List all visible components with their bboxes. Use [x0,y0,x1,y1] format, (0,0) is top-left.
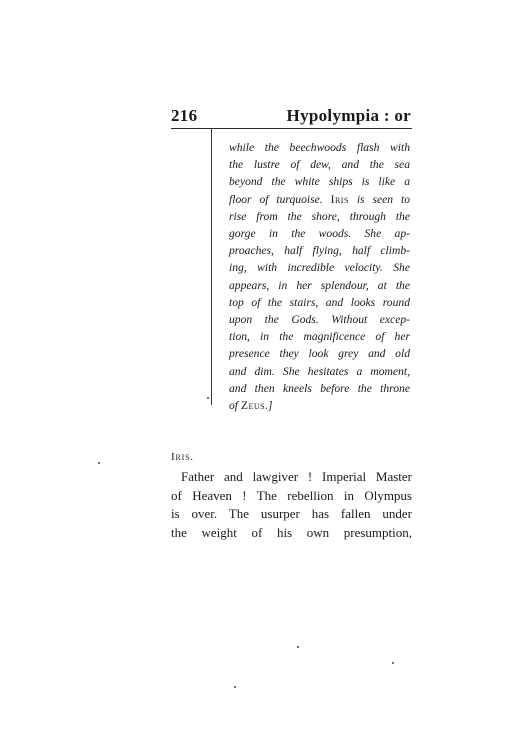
speech-text [171,468,412,542]
stage-direction-rule [211,129,212,405]
stage-direction-line: tion, in the magnificence of her [229,330,410,344]
paper-speck [392,662,394,664]
character-name: Zeus [240,399,266,413]
stage-direction-line: and dim. She hesitates a moment, [229,364,410,378]
paper-speck [98,462,100,464]
stage-direction-line: gorge in the woods. She ap- [229,227,410,241]
stage-direction-line: and then kneels before the throne [229,381,410,395]
stage-direction-line: presence they look grey and old [229,347,410,361]
header-rule [171,128,412,129]
stage-direction-line: the lustre of dew, and the sea [229,158,410,172]
speech-line: the weight of his own presumption, [171,524,412,540]
stage-direction-line: ing, with incredible velocity. She [229,261,410,275]
paper-speck [207,397,209,399]
page-number: 216 [171,106,198,125]
speech-line: Father and lawgiver ! Imperial Master [181,469,412,484]
stage-direction-line: beyond the white ships is like a [229,175,410,189]
paper-speck [234,686,236,688]
character-name: Iris [330,192,349,206]
stage-direction-line: top of the stairs, and looks round [229,295,410,309]
stage-direction-line: upon the Gods. Without excep- [229,313,410,327]
stage-direction-line: proaches, half flying, half climb- [229,244,410,258]
stage-direction [229,139,410,414]
running-head: Hypolympia : or [286,106,411,125]
speaker-name: Iris. [171,451,194,463]
speech-line: is over. The usurper has fallen under [171,506,412,522]
speech-line: of Heaven ! The rebellion in Olympus [171,487,412,503]
stage-direction-line: while the beechwoods flash with [229,141,410,154]
page-header [171,106,411,130]
stage-direction-line: rise from the shore, through the [229,209,410,223]
paper-speck [297,646,299,648]
stage-direction-line: of Zeus.] [229,399,273,413]
stage-direction-line: floor of turquoise. Iris is seen to [229,192,411,206]
stage-direction-line: appears, in her splendour, at the [229,278,410,292]
